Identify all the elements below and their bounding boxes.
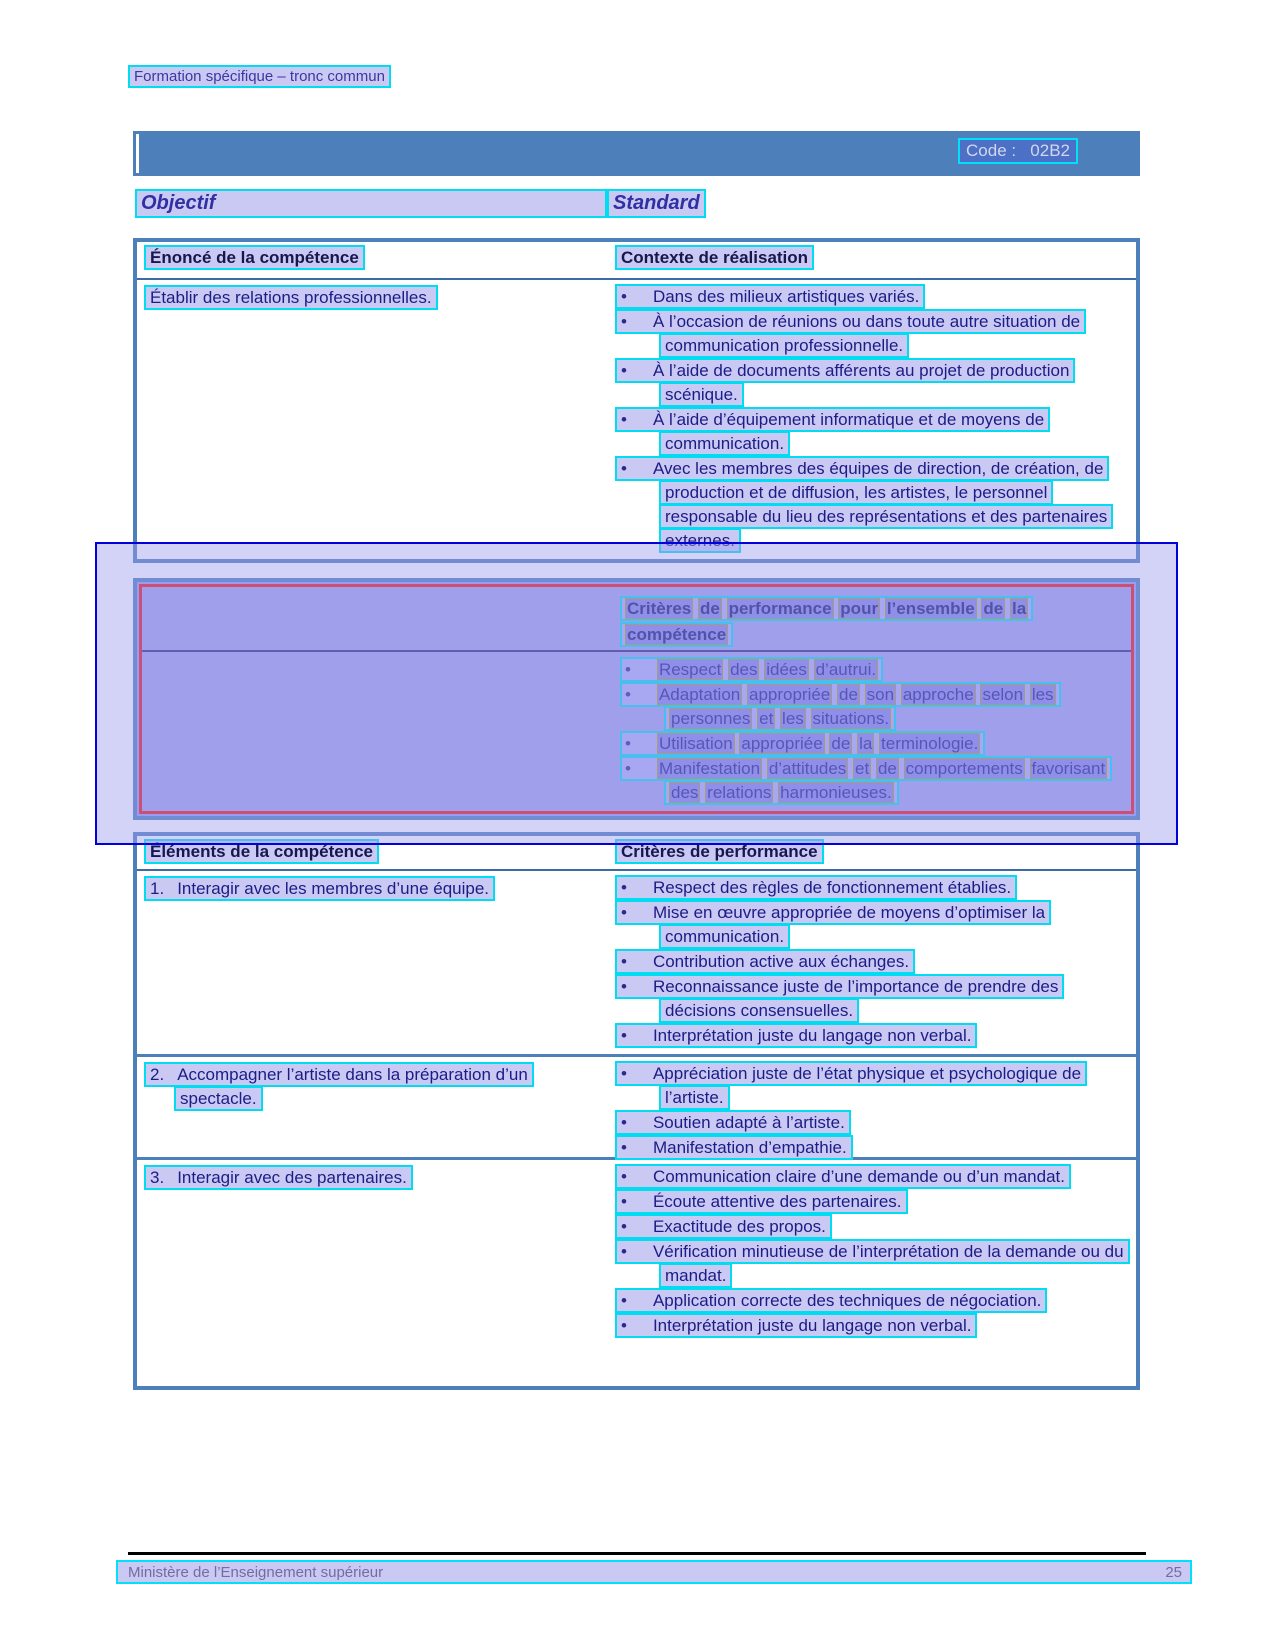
list-item: • Avec les membres des équipes de direction, de création, de production et de diffusion, les artistes, le personnel responsable du lieu des représentations et des partenaires externes. — [615, 457, 1124, 553]
word-box: appropriée — [748, 685, 831, 704]
list-item: • Exactitude des propos. — [615, 1215, 1124, 1239]
criteria-empty-cell — [142, 596, 612, 650]
col-header-contexte: Contexte de réalisation — [615, 245, 814, 270]
elements-table — [133, 832, 1140, 1390]
bullet-icon — [625, 660, 631, 679]
list-item: • Mise en œuvre appropriée de moyens d’optimiser la communication. — [615, 901, 1124, 949]
word-box: approche — [902, 685, 974, 704]
statement-cell — [137, 280, 607, 554]
bullet-icon — [621, 1138, 627, 1157]
word-box: comportements — [905, 759, 1023, 778]
criteria-list — [615, 876, 1124, 1048]
word-box: relations — [707, 783, 772, 802]
bullet-icon — [621, 1316, 627, 1335]
word-box: harmonieuses. — [780, 783, 892, 802]
list-item — [620, 732, 1119, 756]
bullet-icon — [621, 1167, 627, 1186]
footer-ministry-text: Ministère de l’Enseignement supérieur — [128, 1563, 384, 1581]
bullet-icon — [621, 361, 627, 380]
word-box: Respect — [658, 660, 722, 679]
word-box: situations. — [812, 709, 890, 728]
list-item: • Interprétation juste du langage non verbal. — [615, 1314, 1124, 1338]
word-box: appropriée — [741, 734, 823, 753]
word-box: de — [983, 599, 1004, 618]
word-box: de — [839, 685, 858, 704]
col-header-elements: Éléments de la compétence — [144, 839, 379, 864]
word-box: selon — [982, 685, 1024, 704]
word-box: et — [855, 759, 870, 778]
list-item — [620, 683, 1119, 731]
bullet-icon — [621, 1217, 627, 1236]
page-number: 25 — [1165, 1563, 1182, 1581]
element-number: 3. — [150, 1168, 165, 1187]
element-cell — [137, 871, 607, 1054]
footer-rule — [128, 1552, 1146, 1555]
list-item: • Appréciation juste de l’état physique et psychologique de l’artiste. — [615, 1062, 1124, 1110]
bullet-icon — [621, 1242, 627, 1261]
context-cell — [607, 280, 1136, 554]
list-item: • Respect des règles de fonctionnement établies. — [615, 876, 1124, 900]
word-box: Adaptation — [658, 685, 741, 704]
list-item: • À l’occasion de réunions ou dans toute autre situation de communication professionnelle. — [615, 310, 1124, 358]
list-item: • Écoute attentive des partenaires. — [615, 1190, 1124, 1214]
bullet-icon — [625, 759, 631, 778]
bullet-icon — [621, 410, 627, 429]
bullet-icon — [621, 287, 627, 306]
banner-caret-line — [136, 134, 139, 173]
element-row-1 — [137, 871, 1136, 1054]
element-text: Accompagner l’artiste dans la préparation d’un spectacle. — [177, 1065, 528, 1108]
element-row-2 — [137, 1057, 1136, 1157]
footer-bar — [116, 1560, 1192, 1584]
criteria-cell — [607, 1160, 1136, 1386]
criteria-red-box — [139, 584, 1134, 814]
code-banner — [133, 131, 1140, 176]
bullet-icon — [621, 1026, 627, 1045]
word-box: compétence — [627, 625, 727, 644]
bullet-icon — [625, 685, 631, 704]
word-box: idées — [766, 660, 807, 679]
word-box: personnes — [671, 709, 751, 728]
bullet-icon — [621, 1113, 627, 1132]
criteria-box-body — [142, 652, 1131, 806]
list-item: • Interprétation juste du langage non verbal. — [615, 1024, 1124, 1048]
word-box: Manifestation — [658, 759, 761, 778]
word-box: les — [1031, 685, 1054, 704]
word-box: des — [730, 660, 758, 679]
word-box: Critères — [627, 599, 692, 618]
col-header-enonce: Énoncé de la compétence — [144, 245, 365, 270]
criteria-box-header-row — [142, 587, 1131, 650]
criteria-ensemble-list — [620, 658, 1119, 805]
criteria-list-cell — [612, 652, 1131, 806]
bullet-icon — [621, 1291, 627, 1310]
list-item: • Manifestation d’empathie. — [615, 1136, 1124, 1160]
competence-table — [133, 238, 1140, 563]
competence-table-header — [137, 242, 1136, 278]
page-header-note — [128, 68, 391, 85]
word-box: et — [759, 709, 774, 728]
bullet-icon — [621, 903, 627, 922]
element-text: Interagir avec des partenaires. — [177, 1168, 407, 1187]
criteria-box-title — [620, 596, 1033, 647]
list-item: • À l’aide de documents afférents au projet de production scénique. — [615, 359, 1124, 407]
col-header-criteres: Critères de performance — [615, 839, 824, 864]
word-box: les — [782, 709, 804, 728]
bullet-icon — [625, 734, 631, 753]
word-box: d’autrui. — [815, 660, 877, 679]
list-item: • Soutien adapté à l’artiste. — [615, 1111, 1124, 1135]
word-box: de — [831, 734, 851, 753]
word-box: Utilisation — [658, 734, 733, 753]
bullet-icon — [621, 878, 627, 897]
list-item: • À l’aide d’équipement informatique et de moyens de communication. — [615, 408, 1124, 456]
word-box: de — [700, 599, 720, 618]
list-item: • Contribution active aux échanges. — [615, 950, 1124, 974]
code-badge: Code : 02B2 — [958, 138, 1078, 164]
word-box: la — [859, 734, 873, 753]
word-box: la — [1012, 599, 1027, 618]
elements-table-header — [137, 836, 1136, 869]
word-box: de — [877, 759, 897, 778]
bullet-icon — [621, 1192, 627, 1211]
element-number: 2. — [150, 1065, 165, 1084]
word-box: l’ensemble — [886, 599, 975, 618]
list-item: • Dans des milieux artistiques variés. — [615, 285, 1124, 309]
criteria-cell — [607, 1057, 1136, 1157]
list-item — [620, 757, 1119, 805]
criteria-empty-cell-2 — [142, 652, 612, 806]
word-box: performance — [728, 599, 832, 618]
element-text: Interagir avec les membres d’une équipe. — [177, 879, 490, 898]
section-headings — [135, 189, 1142, 218]
word-box: pour — [840, 599, 879, 618]
competence-row — [137, 280, 1136, 554]
element-row-3 — [137, 1160, 1136, 1386]
list-item: • Application correcte des techniques de négociation. — [615, 1289, 1124, 1313]
criteria-list — [615, 1062, 1124, 1160]
bullet-icon — [621, 977, 627, 996]
criteria-ensemble-table — [133, 578, 1140, 820]
word-box: des — [671, 783, 699, 802]
word-box: favorisant — [1031, 759, 1106, 778]
word-box: terminologie. — [881, 734, 979, 753]
bullet-icon — [621, 1064, 627, 1083]
context-list — [615, 285, 1124, 553]
element-cell — [137, 1057, 607, 1157]
criteria-cell — [607, 871, 1136, 1054]
word-box: d’attitudes — [768, 759, 847, 778]
list-item: • Communication claire d’une demande ou d’un mandat. — [615, 1165, 1124, 1189]
standard-heading: Standard — [607, 189, 706, 218]
word-box: son — [866, 685, 895, 704]
page-header-note-text: Formation spécifique – tronc commun — [128, 65, 391, 88]
element-number: 1. — [150, 879, 165, 898]
list-item: • Reconnaissance juste de l’importance de prendre des décisions consensuelles. — [615, 975, 1124, 1023]
bullet-icon — [621, 459, 627, 478]
bullet-icon — [621, 312, 627, 331]
statement-text: Établir des relations professionnelles. — [144, 285, 438, 310]
bullet-icon — [621, 952, 627, 971]
criteria-list — [615, 1165, 1124, 1338]
list-item: • Vérification minutieuse de l’interprétation de la demande ou du mandat. — [615, 1240, 1124, 1288]
list-item — [620, 658, 1119, 682]
objectif-heading: Objectif — [135, 189, 607, 218]
element-cell — [137, 1160, 607, 1386]
